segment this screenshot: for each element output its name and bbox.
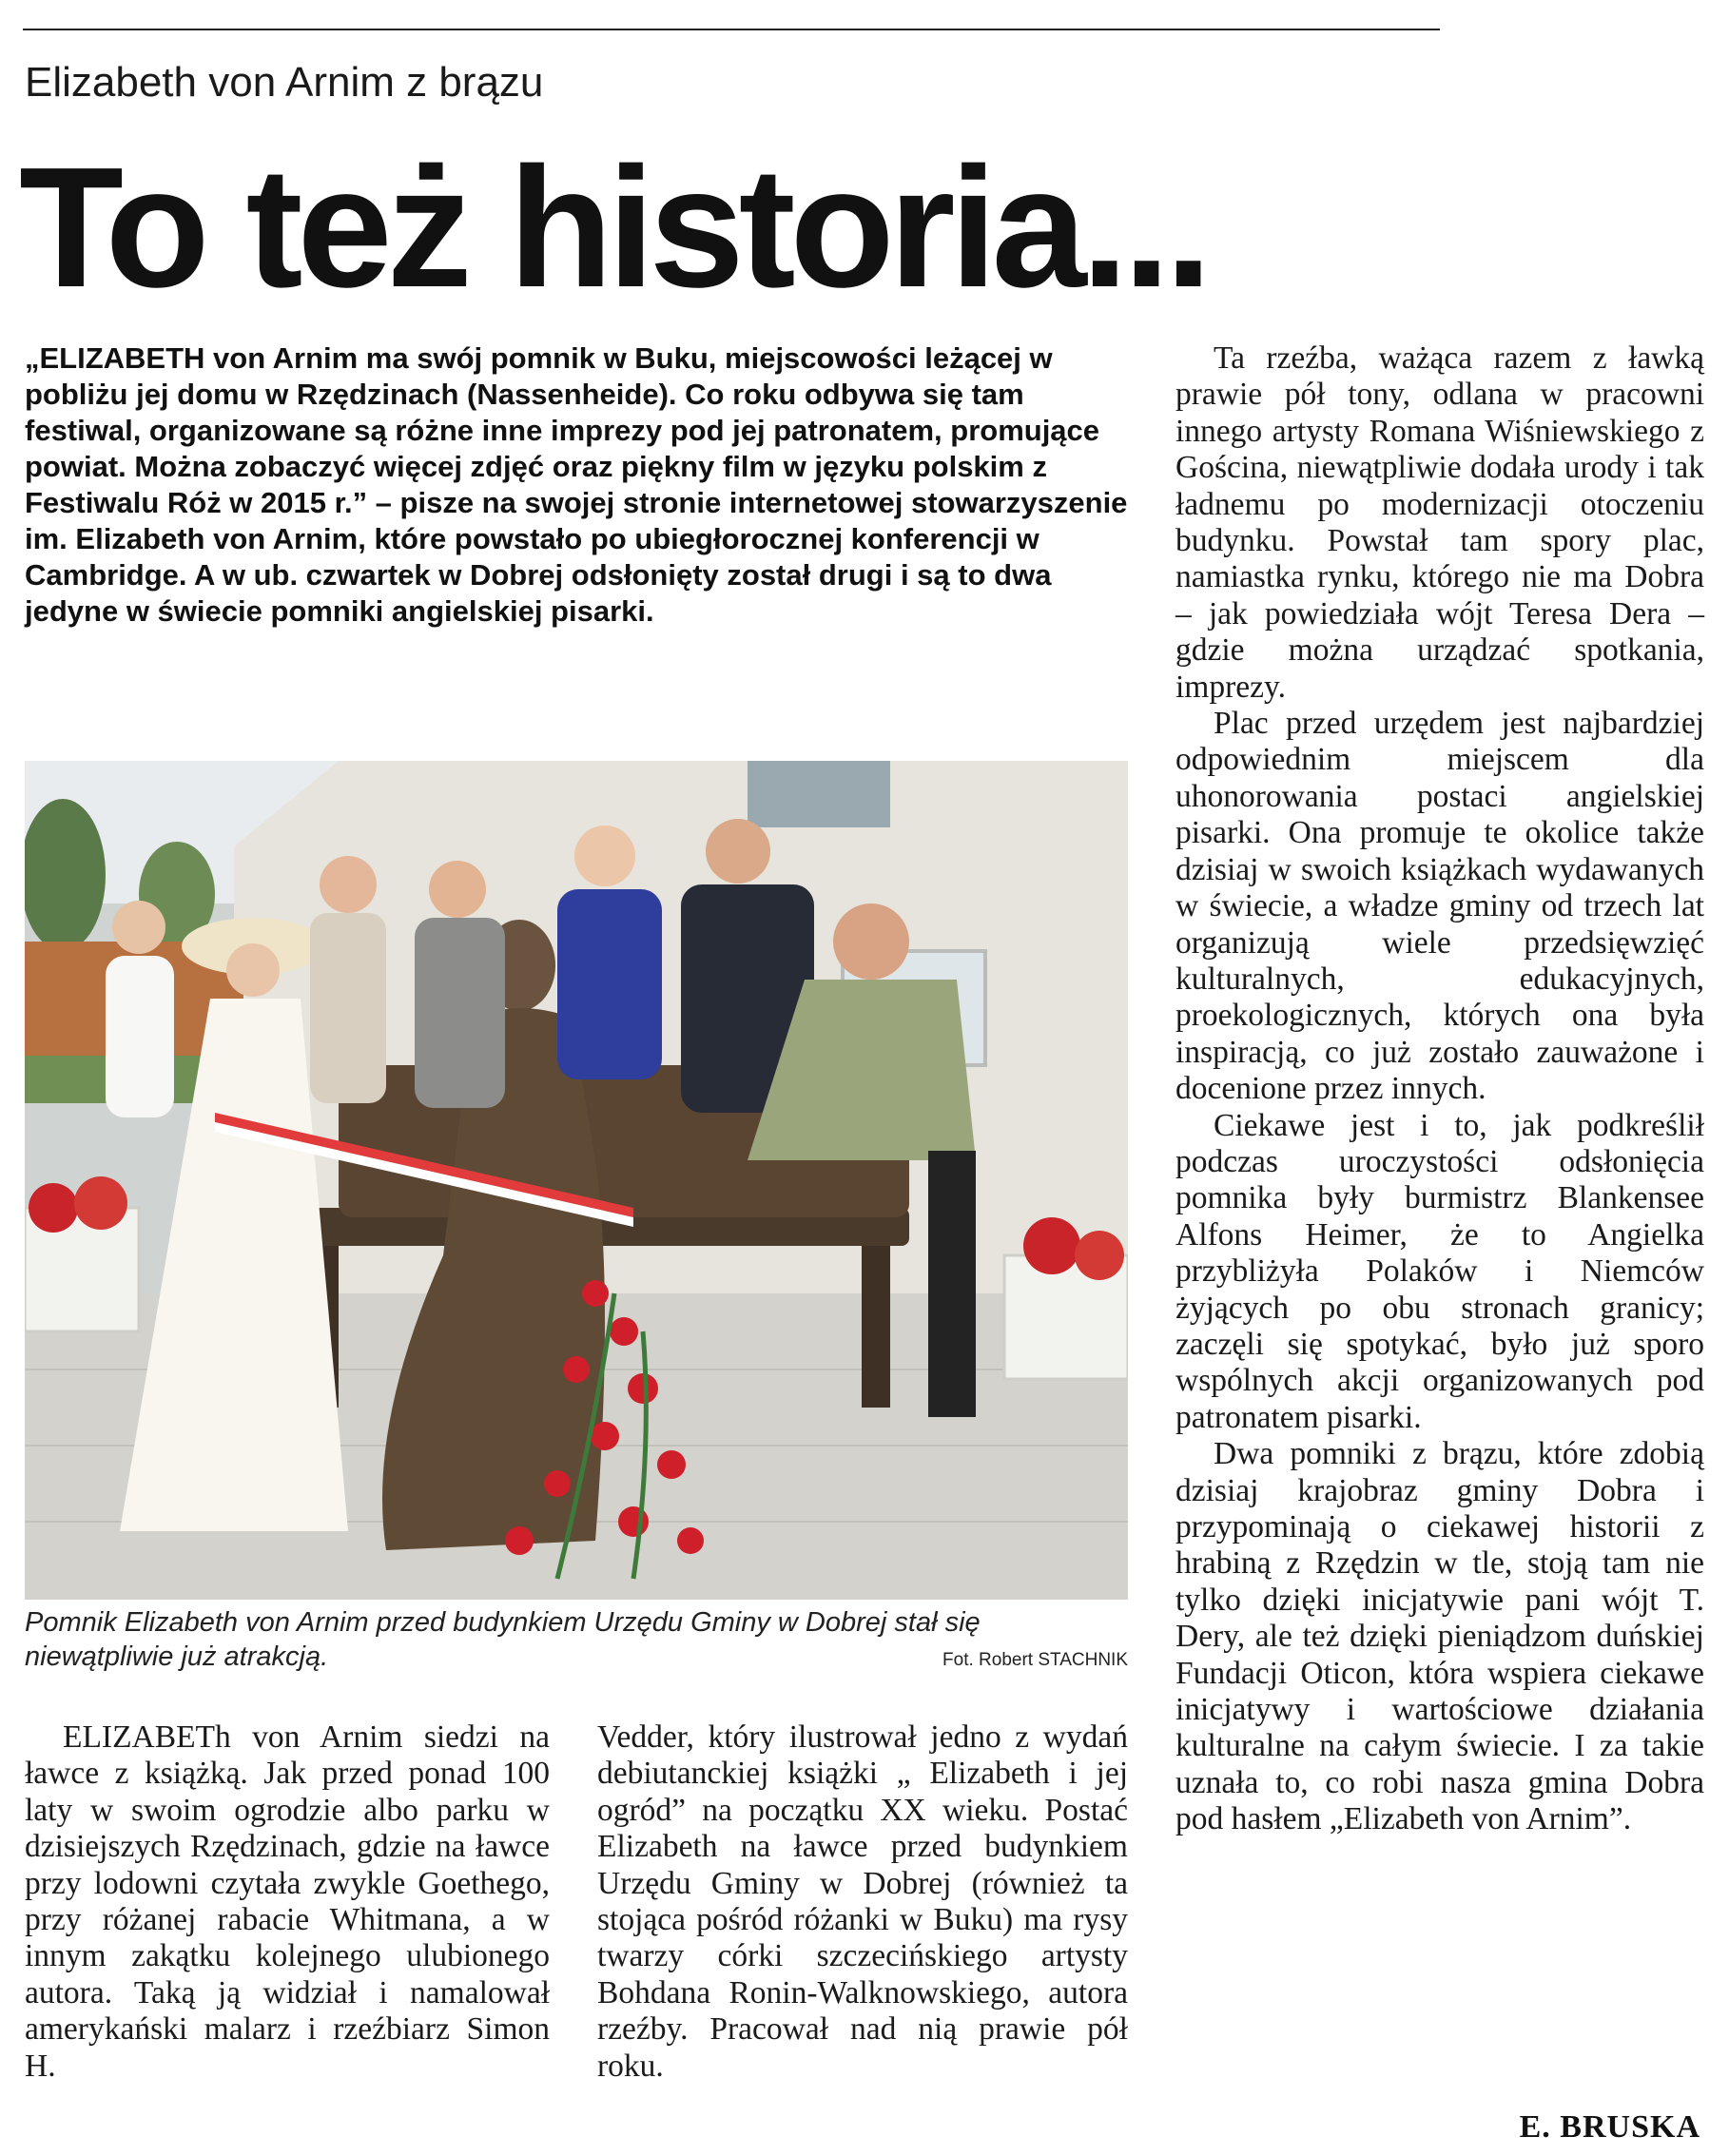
body-paragraph: Dwa pomniki z brązu, które zdobią dzisiaj krajobraz gminy Dobra i przypominają o ciekawej historii z hrabiną z Rzędzin w tle, stoją tam nie tylko dzięki inicjatywie pani wójt T. Dery, ale też dzięki pieniądzom duńskiej Fundacji Oticon, która wspiera ciekawe inicjatywy i wartościowe działania kulturalne na całym świecie. I za takie uznała to, co robi nasza gmina Dobra pod hasłem „Elizabeth von Arnim”. [1175, 1436, 1704, 1837]
body-paragraph: Ta rzeźba, ważąca razem z ławką prawie pół tony, odlana w pracowni innego artysty Romana Wiśniewskiego z Gościna, niewątpliwie dodała urody i tak ładnemu po modernizacji otoczeniu budynku. Powstał tam spory plac, namiastka rynku, którego nie ma Dobra – jak powiedziała wójt Teresa Dera – gdzie można urządzać spotkania, imprezy. [1175, 340, 1704, 705]
body-paragraph: Vedder, który ilustrował jedno z wydań debiutanckiej książki „ Elizabeth i jej ogród” na początku XX wieku. Postać Elizabeth na ławce przed budynkiem Urzędu Gminy w Dobrej (również ta stojąca pośród różanki w Buku) ma rysy twarzy córki szczecińskiego artysty Bohdana Ronin-Walknowskiego, autora rzeźby. Pracował nad nią prawie pół roku. [597, 1719, 1128, 2084]
body-paragraph: Ciekawe jest i to, jak podkreślił podczas uroczystości odsłonięcia pomnika były burmistrz Blankensee Alfons Heimer, że to Angielka przybliżyła Polaków i Niemców żyjących po obu stronach granicy; zaczęli się spotykać, było już sporo wspólnych akcji organizowanych pod patronatem pisarki. [1175, 1107, 1704, 1435]
article-headline: To też historia... [19, 132, 1207, 323]
body-paragraph: Plac przed urzędem jest najbardziej odpowiednim miejscem dla uhonorowania postaci angielskiej pisarki. Ona promuje te okolice także dzisiaj w swoich książkach wydawanych w świecie, a władze gminy od trzech lat organizują wiele przedsięwzięć kulturalnych, edukacyjnych, proekologicznych, których ona była inspiracją, co już zostało zauważone i docenione przez innych. [1175, 706, 1704, 1107]
caption-text: Pomnik Elizabeth von Arnim przed budynkiem Urzędu Gminy w Dobrej stał się niewątpliwie już atrakcją. [25, 1607, 981, 1672]
article-lead [25, 340, 1128, 630]
top-rule [23, 29, 1440, 30]
body-column-3 [1175, 340, 1704, 1838]
author-byline: E. BRUSKA [1519, 2109, 1700, 2145]
body-column-2 [597, 1719, 1128, 2085]
lead-paragraph: „ELIZABETH von Arnim ma swój pomnik w Buku, miejscowości leżącej w pobliżu jej domu w Rzędzinach (Nassenheide). Co roku odbywa się tam festiwal, organizowane są różne inne imprezy pod jej patronatem, promujące powiat. Można zobaczyć więcej zdjęć oraz piękny film w języku polskim z Festiwalu Róż w 2015 r.” – pisze na swojej stronie internetowej stowarzyszenie im. Elizabeth von Arnim, które powstało po ubiegłorocznej konferencji w Cambridge. A w ub. czwartek w Dobrej odsłonięty został drugi i są to dwa jedyne w świecie pomniki angielskiej pisarki. [25, 341, 1128, 628]
photo-illustration [25, 761, 1128, 1600]
article-photo [25, 761, 1128, 1600]
body-paragraph: ELIZABETh von Arnim siedzi na ławce z książką. Jak przed ponad 100 laty w swoim ogrodzie albo parku w dzisiejszych Rzędzinach, gdzie na ławce przy lodowni czytała zwykle Goethego, przy różanej rabacie Whitmana, a w innym zakątku kolejnego ulubionego autora. Taką ją widział i namalował amerykański malarz i rzeźbiarz Simon H. [25, 1719, 550, 2084]
article-kicker: Elizabeth von Arnim z brązu [25, 59, 544, 106]
photo-credit: Fot. Robert STACHNIK [942, 1650, 1128, 1670]
body-column-1 [25, 1719, 550, 2085]
